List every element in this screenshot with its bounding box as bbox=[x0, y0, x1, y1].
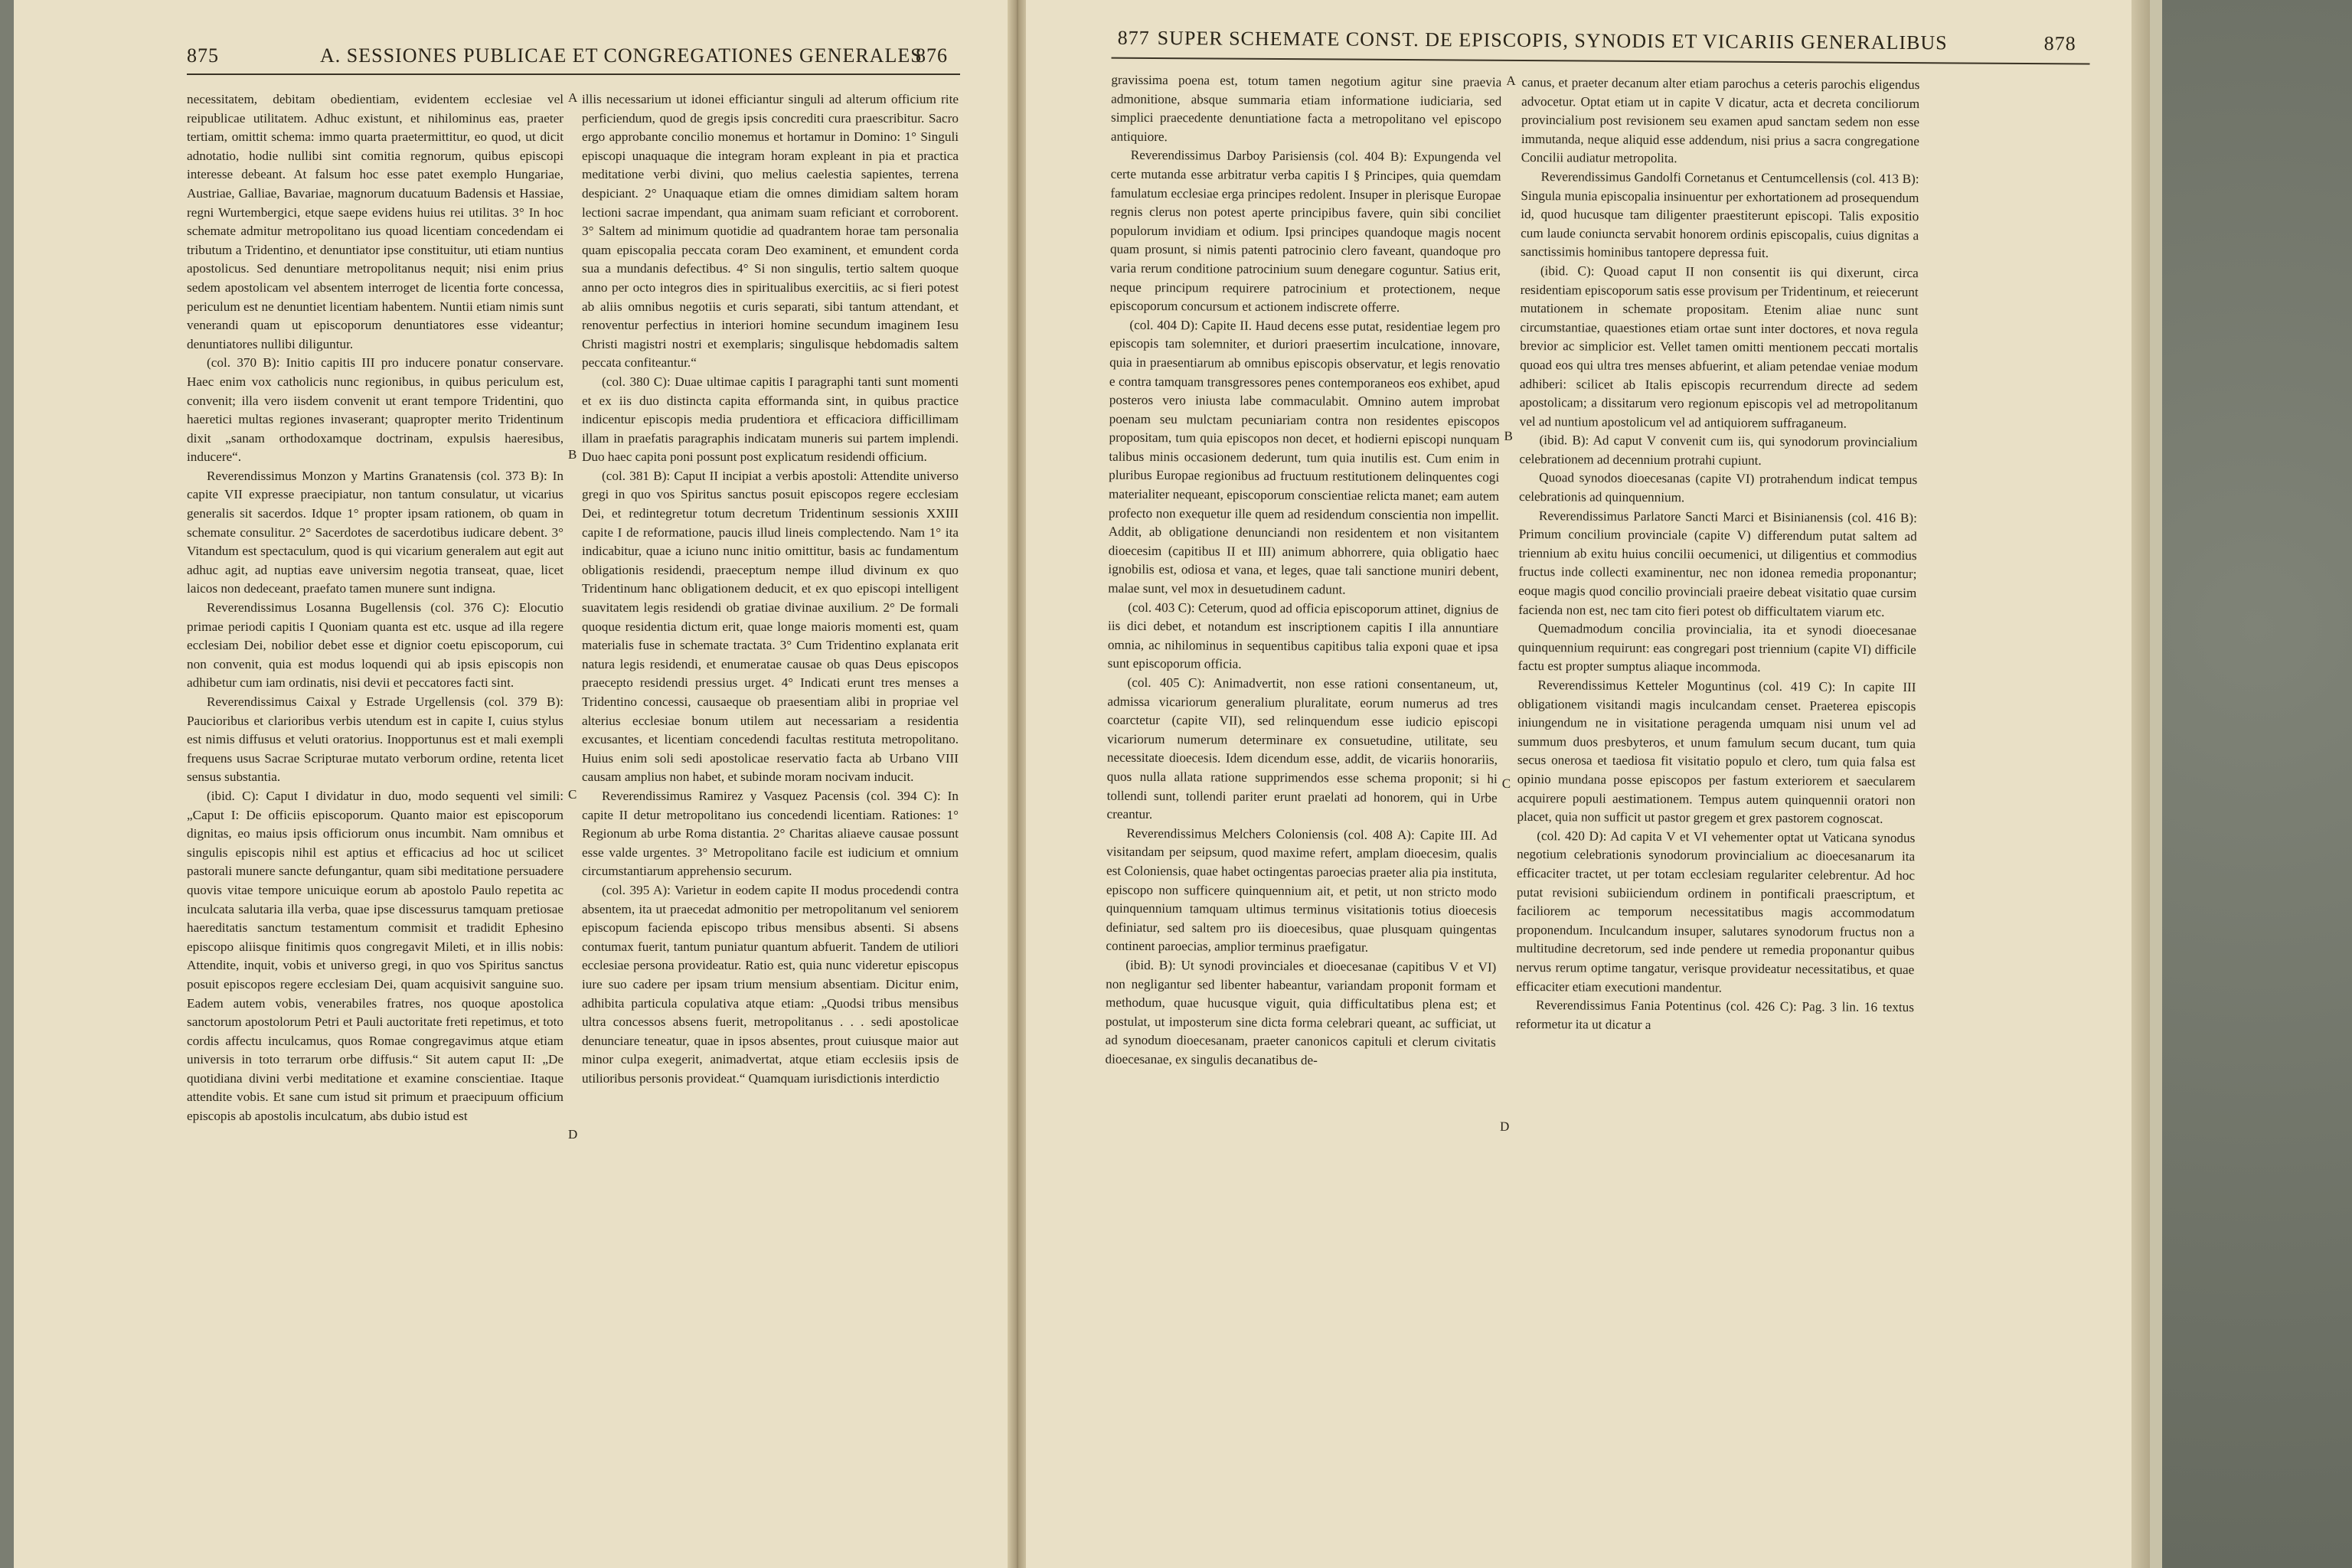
paragraph: Quemadmodum concilia provincialia, ita et synodi dioecesanae quinquennium requirunt: eas congregari post triennium (capite VI) difficile factu est propter sumptus aliaque incommoda. bbox=[1517, 621, 1917, 675]
margin-letter: B bbox=[568, 447, 577, 462]
paragraph: (col. 381 B): Caput II incipiat a verbis apostoli: Attendite universo gregi in quo vos Spiritus sanctus posuit episcopos regere ecclesiam Dei, et redintegretur totum decretum Tridentinum sessionis XXIII capite I de reformatione, paucis illud lineis complectendo. Nam 1° ita indicabitur, quae a iciuno nunc initio omittitur, basis ac fundamentum obligationis residendi, praeceptum nempe illud divinum ex quo Tridentinum hanc obligationem deducit, et ex quo episcopi intelligent suavitatem legis residendi ob gratiae divinae auxilium. 2° De formali quoque residentia dictum erit, quae longe maioris momenti est, quam materialis fuse in schemate tractata. 3° Cum Tridentino explanata erit natura legis residendi, et enumeratae causae ob quas Deus episcopos praecepto residendi pressius urget. 4° Indicati erunt tres menses a Tridentino concessi, causaeque ob praesentiam alibi in propriae vel alterius ecclesiae bonum utilem aut necessariam a residentia excusantes, et licentiam concedendi facultas restituta metropolitano. Huius enim soli sedi apostolicae reservatio facta ab Urbano VIII causam amplius non habet, et subinde moram nocivam inducit. bbox=[582, 468, 959, 785]
paragraph: Reverendissimus Monzon y Martins Granatensis (col. 373 B): In capite VII expresse praecipiatur, non tantum consulatur, ut vicarius generalis sit sacerdos. Idque 1° propter ipsam rationem, ob quam in schemate consulitur. 2° Sacerdotes de sacerdotibus iudicare debent. 3° Vitandum est spectaculum, quod is qui vicarium generalem aut egit aut adhuc agit, ad nuptias eave universim negotia transeat, quae, licet laicos non dedeceant, praefato tamen munere sunt indigna. bbox=[187, 468, 564, 596]
book-gutter bbox=[1008, 0, 1027, 1568]
text-column bbox=[1105, 71, 1501, 1072]
page-number: 877 bbox=[1117, 26, 1150, 49]
paragraph: Reverendissimus Ketteler Moguntinus (col. 419 C): In capite III obligationem visitandi magis inculcandam censet. Praeterea episcopis iniungendum ne in visitatione peragenda umquam nisi unum vel ad summum duos presbyteros, et unum famulum secum ducant, tum quia secus onerosa et taediosa fit visitatio populo et clero, tum quia falsa est opinio mundana posse episcopos per fastum exteriorem et saecularem acquirere populi aestimationem. Tempus autem quinquennii oratori non placet, quia non sufficit ut pastor gregem et grex pastorem cognoscat. bbox=[1517, 678, 1916, 827]
paragraph: (ibid. B): Ut synodi provinciales et dioecesanae (capitibus V et VI) non negligantur sed libenter habeantur, variandam proponit formam et methodum, quae hucusque viguit, quia difficultatibus plena est; et postulat, ut imposterum sine dicta forma celebrari queant, ac sufficiat, ut ad synodum dioecesanam, praeter canonicos capituli et clerum civitatis dioecesanae, ex singulis decanatibus de- bbox=[1105, 957, 1497, 1068]
page-number: 875 bbox=[187, 44, 219, 67]
header-rule bbox=[187, 74, 960, 75]
paragraph: Reverendissimus Parlatore Sancti Marci et Bisinianensis (col. 416 B): Primum concilium provinciale (capite V) differendum putat saltem ad triennium ab exitu huius concilii oecumenici, ut diligentius et commodius fructus inde collecti examinentur, nec non idonea remedia proponantur; eoque magis quod concilio provinciali praeire debeat visitatio quae cursim facienda non est, nec tam cito fieri potest ob difficultatem viarum etc. bbox=[1518, 508, 1917, 619]
paragraph: Reverendissimus Caixal y Estrade Urgellensis (col. 379 B): Paucioribus et clarioribus verbis utendum est in capite I, cuius stylus est nimis diffusus et veluti oratorius. Inopportunus est et mali exempli frequens usus Sacrae Scripturae mutato verborum ordine, retenta licet sensus substantia. bbox=[187, 694, 564, 785]
margin-letter: A bbox=[1506, 73, 1516, 88]
left-page bbox=[14, 0, 1009, 1568]
paragraph: (ibid. C): Caput I dividatur in duo, modo sequenti vel simili: „Caput I: De officiis episcoporum. Quanto maior est episcoporum dignitas, eo maius ipsis officiorum onus incumbit. Nam omnibus et singulis episcopis nihil est aptius et efficacius ad hoc ut scilicet pastorali munere sancte defungantur, quam sibi meditatione persuadere quovis vitae tempore unicuique eorum ab apostolo Paulo repetita ac inculcata salutaria illa verba, quae ipse discessurus tamquam pretiosae haereditatis sanctum testamentum commisit et tradidit Ephesino episcopo aliisque finitimis quos congregavit Mileti, et in illis nobis: Attendite, inquit, vobis et universo gregi, in quo vos Spiritus sanctus posuit episcopos regere ecclesiam Dei, quam acquisivit sanguine suo. Eadem autem vobis, venerabiles fratres, nos quoque apostolica sanctorum apostolorum Petri et Pauli auctoritate freti repetimus, et toto cordis affectu inculcamus, quos Romae congregavimus atque etiam universis in toto terrarum orbe diffusis.“ Sit autem caput II: „De quotidiana divini verbi meditatione et examine conscientiae. Itaque attendite vobis. Et sane cum istud sit primum et praecipuum officium episcopis ab apostolis inculcatum, abs dubio istud est bbox=[187, 788, 564, 1124]
margin-letter: A bbox=[568, 90, 578, 105]
margin-letter: C bbox=[568, 787, 577, 802]
right-page bbox=[1026, 0, 2150, 1568]
paragraph: (col. 395 A): Varietur in eodem capite II modus procedendi contra absentem, ita ut praecedat admonitio per metropolitanum vel seniorem episcopum facienda episcopo tribus mensibus absenti. Si absens contumax fuerit, tantum puniatur quantum abfuerit. Tandem de utiliori ecclesiae persona provideatur. Ratio est, quia nunc videretur episcopus iure suo cadere per ipsam trium mensium absentiam. Dicitur enim, adhibita particula copulativa atque etiam: „Quodsi tribus mensibus ultra concessos absens fuerit, metropolitanus . . . sedi apostolicae denunciare teneatur, quae in ipsos absentes, prout cuiusque maior aut minor culpa exegerit, animadvertat, atque etiam ecclesiis ipsis de utilioribus personis provideat.“ Quamquam iurisdictionis interdictio bbox=[582, 882, 959, 1086]
page-number: 878 bbox=[2043, 32, 2076, 55]
paragraph: Reverendissimus Fania Potentinus (col. 426 C): Pag. 3 lin. 16 textus reformetur ita ut dicatur a bbox=[1515, 998, 1915, 1032]
page-number: 876 bbox=[916, 44, 948, 67]
paragraph: Reverendissimus Darboy Parisiensis (col. 404 B): Expungenda vel certe mutanda esse arbitratur verba capitis I § Principes, quia quemdam famulatum ecclesiae erga principes redolent. Insuper in plerisque Europae regnis clerus non potest aperte principibus favere, quin sibi conciliet populorum invidiam et odium. Ipsi principes quandoque magis nocent quam prosunt, si nimis patenti patrocinio clero faveant, quandoque pro varia rerum conditione patrocinium suum denegare coguntur. Satius erit, neque principum requirere patrocinium et protectionem, neque episcoporum concursum et actionem indiscrete offerre. bbox=[1109, 148, 1501, 315]
running-title: SUPER SCHEMATE CONST. DE EPISCOPIS, SYNODIS ET VICARIIS GENERALIBUS bbox=[1157, 27, 1948, 54]
book-cover-edge bbox=[2150, 0, 2162, 1568]
text-column bbox=[582, 90, 959, 1088]
paragraph: (col. 380 C): Duae ultimae capitis I paragraphi tanti sunt momenti et ex iis duo distincta capita efformanda sint, in quibus practice indicentur episcopis media prudentiora et efficaciora difficillimam illam in praefatis paragraphis indicatam muneris sui partem implendi. Duo haec capita poni possunt post explicatum residendi officium. bbox=[582, 374, 959, 465]
paragraph: (col. 370 B): Initio capitis III pro inducere ponatur conservare. Haec enim vox catholicis nunc regionibus, in quibus periculum est, convenit; illa vero iisdem convenit ut erant tempore Tridentini, quo haeretici multas regiones invaserant; quapropter merito Tridentinum dixit „sanam orthodoxamque doctrinam, expulsis haeresibus, inducere“. bbox=[187, 355, 564, 465]
running-title: A. SESSIONES PUBLICAE ET CONGREGATIONES GENERALES bbox=[320, 44, 923, 67]
paragraph: necessitatem, debitam obedientiam, evidentem ecclesiae vel reipublicae utilitatem. Adhuc existunt, et nihilominus eas, praeter tertiam, omittit schema: immo quarta praetermittitur, eo quod, ut dicit adnotatio, hodie nullibi sint comitia regnorum, quibus episcopi interesse debeant. At falsum hoc esse patet exemplo Hungariae, Austriae, Galliae, Bavariae, magnorum ducatuum Badensis et Hassiae, regni Wurtembergici, etque saepe evidens huius rei utilitas. 3° In hoc schemate admitur metropolitano ius quoad licentiam concedendam ei tributum a Tridentino, et denuntiator ipse constituitur, uti etiam nuntius apostolicus. Sed denuntiare metropolitanus nequit; nisi enim prius sedem apostolicam vel absentem interroget de licentia forte concessa, periculum est ne denuntiet licentiam habentem. Nuntii etiam nimis sunt venerandi quam ut episcoporum denuntiatores esse videantur; denuntiatores nullibi diliguntur. bbox=[187, 92, 564, 351]
paragraph: Quoad synodos dioecesanas (capite VI) protrahendum indicat tempus celebrationis ad quinquennium. bbox=[1518, 470, 1918, 505]
background-surface bbox=[2162, 0, 2352, 1568]
paragraph: (col. 405 C): Animadvertit, non esse rationi consentaneum, ut, admissa vicariorum generalium pluralitate, eorum numerus ad tres coarctetur (capite VII), sed relinquendum esse iudicio episcopi vicariorum numerum determinare ex consuetudine, utilitate, seu necessitate dioecesis. Idem dicendum esse, addit, de vicariis honorariis, quos nulla allata ratione supprimendos esse schema proponit; si hi tollendi sunt, tollendi pariter erunt praelati ad honorem, qui in Urbe creantur. bbox=[1106, 675, 1498, 822]
paragraph: (ibid. C): Quoad caput II non consentit iis qui dixerunt, circa residentiam episcoporum satis esse provisum per Tridentinum, et reiecerunt mutationem in schemate propositam. Etenim aliae nunc sunt circumstantiae, quaestiones etiam ortae sunt inter doctores, et nova regula brevior ac simplicior est. Vellet tamen omitti mentionem peccati mortalis quoad eos qui ultra tres menses abfuerint, et aliam petendae veniae modum adhiberi: scilicet ab Italis episcopis recurrendum directe ad sedem apostolicam; a dissitarum vero regionum episcopis vel ad metropolitanum vel ad nuntium apostolicum vel ad antiquiorem suffraganeum. bbox=[1519, 263, 1919, 431]
paragraph: Reverendissimus Ramirez y Vasquez Pacensis (col. 394 C): In capite II detur metropolitano ius concedendi licentiam. Rationes: 1° Regionum ab urbe Roma distantia. 2° Charitas aliaeve causae possunt esse valde urgentes. 3° Metropolitano facile est iudicium et omnium circumstantiarum apprehensio securum. bbox=[582, 788, 959, 879]
paragraph: (col. 420 D): Ad capita V et VI vehementer optat ut Vaticana synodus negotium celebrationis synodorum provincialium ac dioecesanarum ita efficaciter tractet, ut per totam ecclesiam regulariter celebrentur. Ad hoc putat revisioni subiiciendum ordinem in pontificali praescriptum, et faciliorem ac temporum necessitatibus magis accommodatum proponendum. Inculcandum insuper, salutares synodorum fructus non a multitudine decretorum, sed inde pendere ut remedia proponantur quibus nervus rerum optime tangatur, verisque provideatur necessitatibus, et quae efficaciter etiam executioni mandentur. bbox=[1516, 828, 1916, 995]
paragraph: (col. 403 C): Ceterum, quod ad officia episcoporum attinet, dignius de iis dici debet, et notandum est inscriptionem capitis I illa annuntiare omnia, ac nihilominus in sequentibus capitibus talia exponi quae et ipsa sunt episcoporum officia. bbox=[1107, 599, 1499, 672]
paragraph: Reverendissimus Gandolfi Cornetanus et Centumcellensis (col. 413 B): Singula munia episcopalia insinuentur per exhortationem ad prosequendum id, quod hucusque tam diligenter praestiterunt episcopi. Talis expositio cum laude coniuncta servabit honorem ordinis episcopalis, cuius dignitas a sanctissimis hominibus tantopere depressa fuit. bbox=[1520, 169, 1919, 261]
margin-letter: D bbox=[1499, 1119, 1510, 1134]
margin-letter: C bbox=[1501, 776, 1511, 791]
paragraph: (ibid. B): Ad caput V convenit cum iis, qui synodorum provincialium celebrationem ad decennium protrahi cupiunt. bbox=[1519, 433, 1918, 468]
paragraph: (col. 404 D): Capite II. Haud decens esse putat, residentiae legem pro episcopis tam solemniter, et duriori praesertim inculcatione, innovare, quia in praesentiarum ab omnibus episcopis observatur, et legis renovatio e contra tamquam transgressores penes contemporaneos eos exhibet, apud posteros vero iniusta labe commaculabit. Omnino autem improbat poenam seu mulctam pecuniariam contra non residentes episcopos propositam, tum quia episcopos non decet, et hodierni episcopi nunquam talibus minis occasionem dederunt, tum quia inutilis est. Cum enim in pluribus Europae regionibus ad fructuum restitutionem delinquentes cogi materialiter nequeant, episcoporum conscientiae relicta manet; eam autem profecto non exequetur ille quem ad residendum conscientia non impellit. Addit, ab obligatione denunciandi non residentem et non visitantem dioecesim (capitibus II et III) animum abhorrere, quia obligatio haec ignobilis est, odiosa et vana, et leges, quae tali sanctione muniri debent, malae sunt, vel mox in desuetudinem cadunt. bbox=[1108, 317, 1501, 597]
paragraph: Reverendissimus Melchers Coloniensis (col. 408 A): Capite III. Ad visitandam per seipsum, quod maxime refert, amplam dioecesim, qualis est Coloniensis, quae habet octingentas paroecias praeter alia pia instituta, episcopo non sufficere quinquennium ait, et petit, ut non stricto modo quinquennium tamquam ultimus terminus visitationis totius dioecesis definiatur, sed saltem pro iis dioecesibus, quae plusquam quingentas continent paroecias, amplior terminus praefigatur. bbox=[1106, 825, 1498, 956]
margin-letter: B bbox=[1504, 428, 1513, 443]
left-page-header bbox=[14, 44, 1009, 75]
margin-letter: D bbox=[568, 1127, 578, 1142]
book-spread bbox=[14, 0, 2150, 1568]
page-edge bbox=[2132, 0, 2150, 1568]
paragraph: Reverendissimus Losanna Bugellensis (col. 376 C): Elocutio primae periodi capitis I Quoniam quanta est etc. usque ad illa regere ecclesiam Dei, nobilior debet esse et dignior coetu episcoporum, cui non convenit, quia est modus loquendi qui ab ipsis episcopis non adhibetur cum iam ordinatis, nisi devii et peccatores facti sint. bbox=[187, 600, 564, 691]
paragraph: illis necessarium ut idonei efficiantur singuli ad alterum officium rite perficiendum, quod de gregis ipsis concrediti cura praescribitur. Sacro ergo approbante concilio monemus et hortamur in Domino: 1° Singuli episcopi unaquaque die integram horam expleant in pia et practica meditatione verbi divini, quo melius caelestia sapientes, terrena despiciant. 2° Unaquaque etiam die omnes dimidiam saltem horam lectioni sacrae impendant, qua animam suam reficiant et corroborent. 3° Saltem ad minimum quotidie ad quadrantem horae tam personalia quam episcopalia peccata coram Deo examinent, et emundent corda sua a mundanis defectibus. 4° Si non singulis, tertio saltem quoque anno per octo integros dies in spiritualibus exercitiis, ac si fieri potest ab aliis omnibus negotiis et curis separati, sibi tantum attendant, et renoventur perfectius in interiori homine secundum imaginem Iesu Christi magistri nostri et exemplaris; singulisque hebdomadis saltem peccata confiteantur.“ bbox=[582, 92, 959, 371]
text-column bbox=[1516, 74, 1920, 1036]
paragraph: gravissima poena est, totum tamen negotium agitur sine praevia admonitione, absque summaria etiam informatione iudiciaria, sed simplici praecedente denuntiatione facta a metropolitano vel episcopo antiquiore. bbox=[1110, 72, 1502, 144]
text-column bbox=[187, 90, 564, 1126]
paragraph: canus, et praeter decanum alter etiam parochus a ceteris parochis eligendus advocetur. Optat etiam ut in capite V dicatur, acta et decreta conciliorum provincialium post revisionem seu examen apud sanctam sedem non esse immutanda, neque aliquid esse addendum, nisi prius a sacra congregatione Concilii audiatur metropolita. bbox=[1521, 74, 1920, 166]
